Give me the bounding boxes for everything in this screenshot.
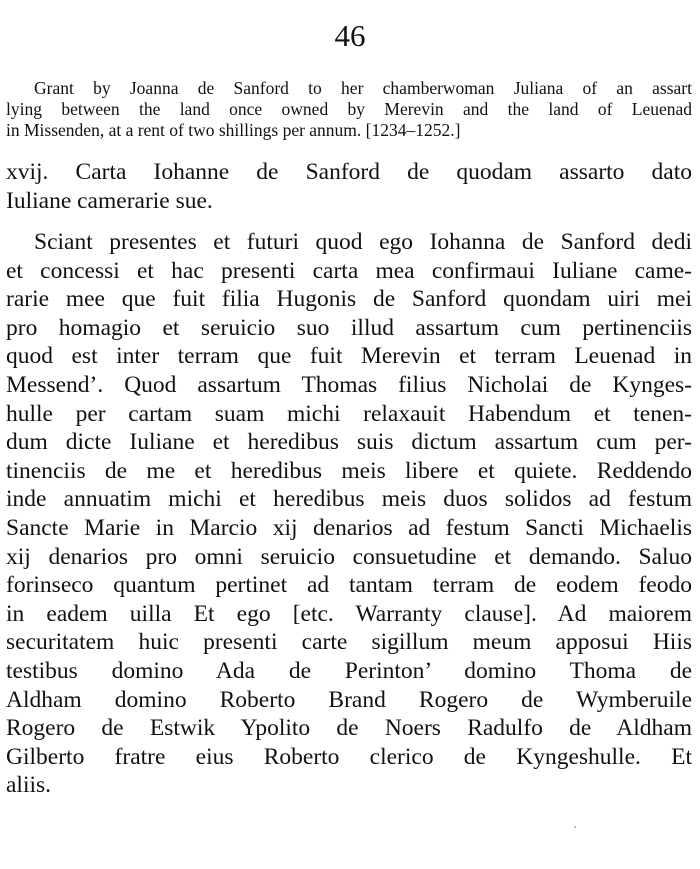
body-line: inde annuatim michi et heredibus meis duos solidos ad festum [6, 486, 692, 513]
page-number: 46 [334, 18, 366, 53]
body-line: in eadem uilla Et ego [etc. Warranty clause]. Ad maiorem [6, 600, 692, 627]
body-line: et concessi et hac presenti carta mea confirmaui Iuliane came- [6, 257, 692, 284]
body-line: securitatem huic presenti carte sigillum meum apposui Hiis [6, 629, 692, 656]
body-line: Sciant presentes et futuri quod ego Iohanna de Sanford dedi [34, 229, 692, 255]
body-line: rarie mee que fuit filia Hugonis de Sanford quondam uiri mei [6, 286, 692, 313]
body-line: Gilberto fratre eius Roberto clerico de Kyngeshulle. Et [6, 743, 692, 770]
summary-line: Grant by Joanna de Sanford to her chamberwoman Juliana of an assart [34, 78, 692, 98]
body-line: tinenciis de me et heredibus meis libere et quiete. Reddendo [6, 457, 692, 484]
body-line: Messend’. Quod assartum Thomas filius Nicholai de Kynges- [6, 371, 692, 398]
summary-line: in Missenden, at a rent of two shillings per annum. [1234–1252.] [6, 120, 461, 140]
body-line: dum dicte Iuliane et heredibus suis dictum assartum cum per- [6, 429, 692, 456]
body-line: testibus domino Ada de Perinton’ domino Thoma de [6, 657, 692, 684]
body-line: pro homagio et seruicio suo illud assartum cum pertinenciis [6, 314, 692, 341]
body-line: Rogero de Estwik Ypolito de Noers Radulfo de Aldham [6, 715, 692, 742]
heading-line: Iuliane camerarie sue. [6, 188, 213, 214]
charter-summary [6, 78, 692, 141]
heading-line: xvij. Carta Iohanne de Sanford de quodam assarto dato [6, 159, 692, 185]
body-line: aliis. [6, 772, 52, 799]
body-line: hulle per cartam suam michi relaxauit Habendum et tenen- [6, 400, 692, 427]
charter-heading [6, 158, 692, 216]
body-line: forinseco quantum pertinet ad tantam terram de eodem feodo [6, 572, 692, 599]
charter-body [6, 228, 692, 800]
document-page [6, 0, 692, 869]
body-line: Aldham domino Roberto Brand Rogero de Wymberuile [6, 686, 692, 713]
body-line: xij denarios pro omni seruicio consuetudine et demando. Saluo [6, 543, 692, 570]
scan-speck [574, 826, 576, 828]
summary-line: lying between the land once owned by Merevin and the land of Leuenad [6, 99, 692, 119]
body-line: quod est inter terram que fuit Merevin et terram Leuenad in [6, 343, 692, 370]
body-line: Sancte Marie in Marcio xij denarios ad festum Sancti Michaelis [6, 514, 692, 541]
